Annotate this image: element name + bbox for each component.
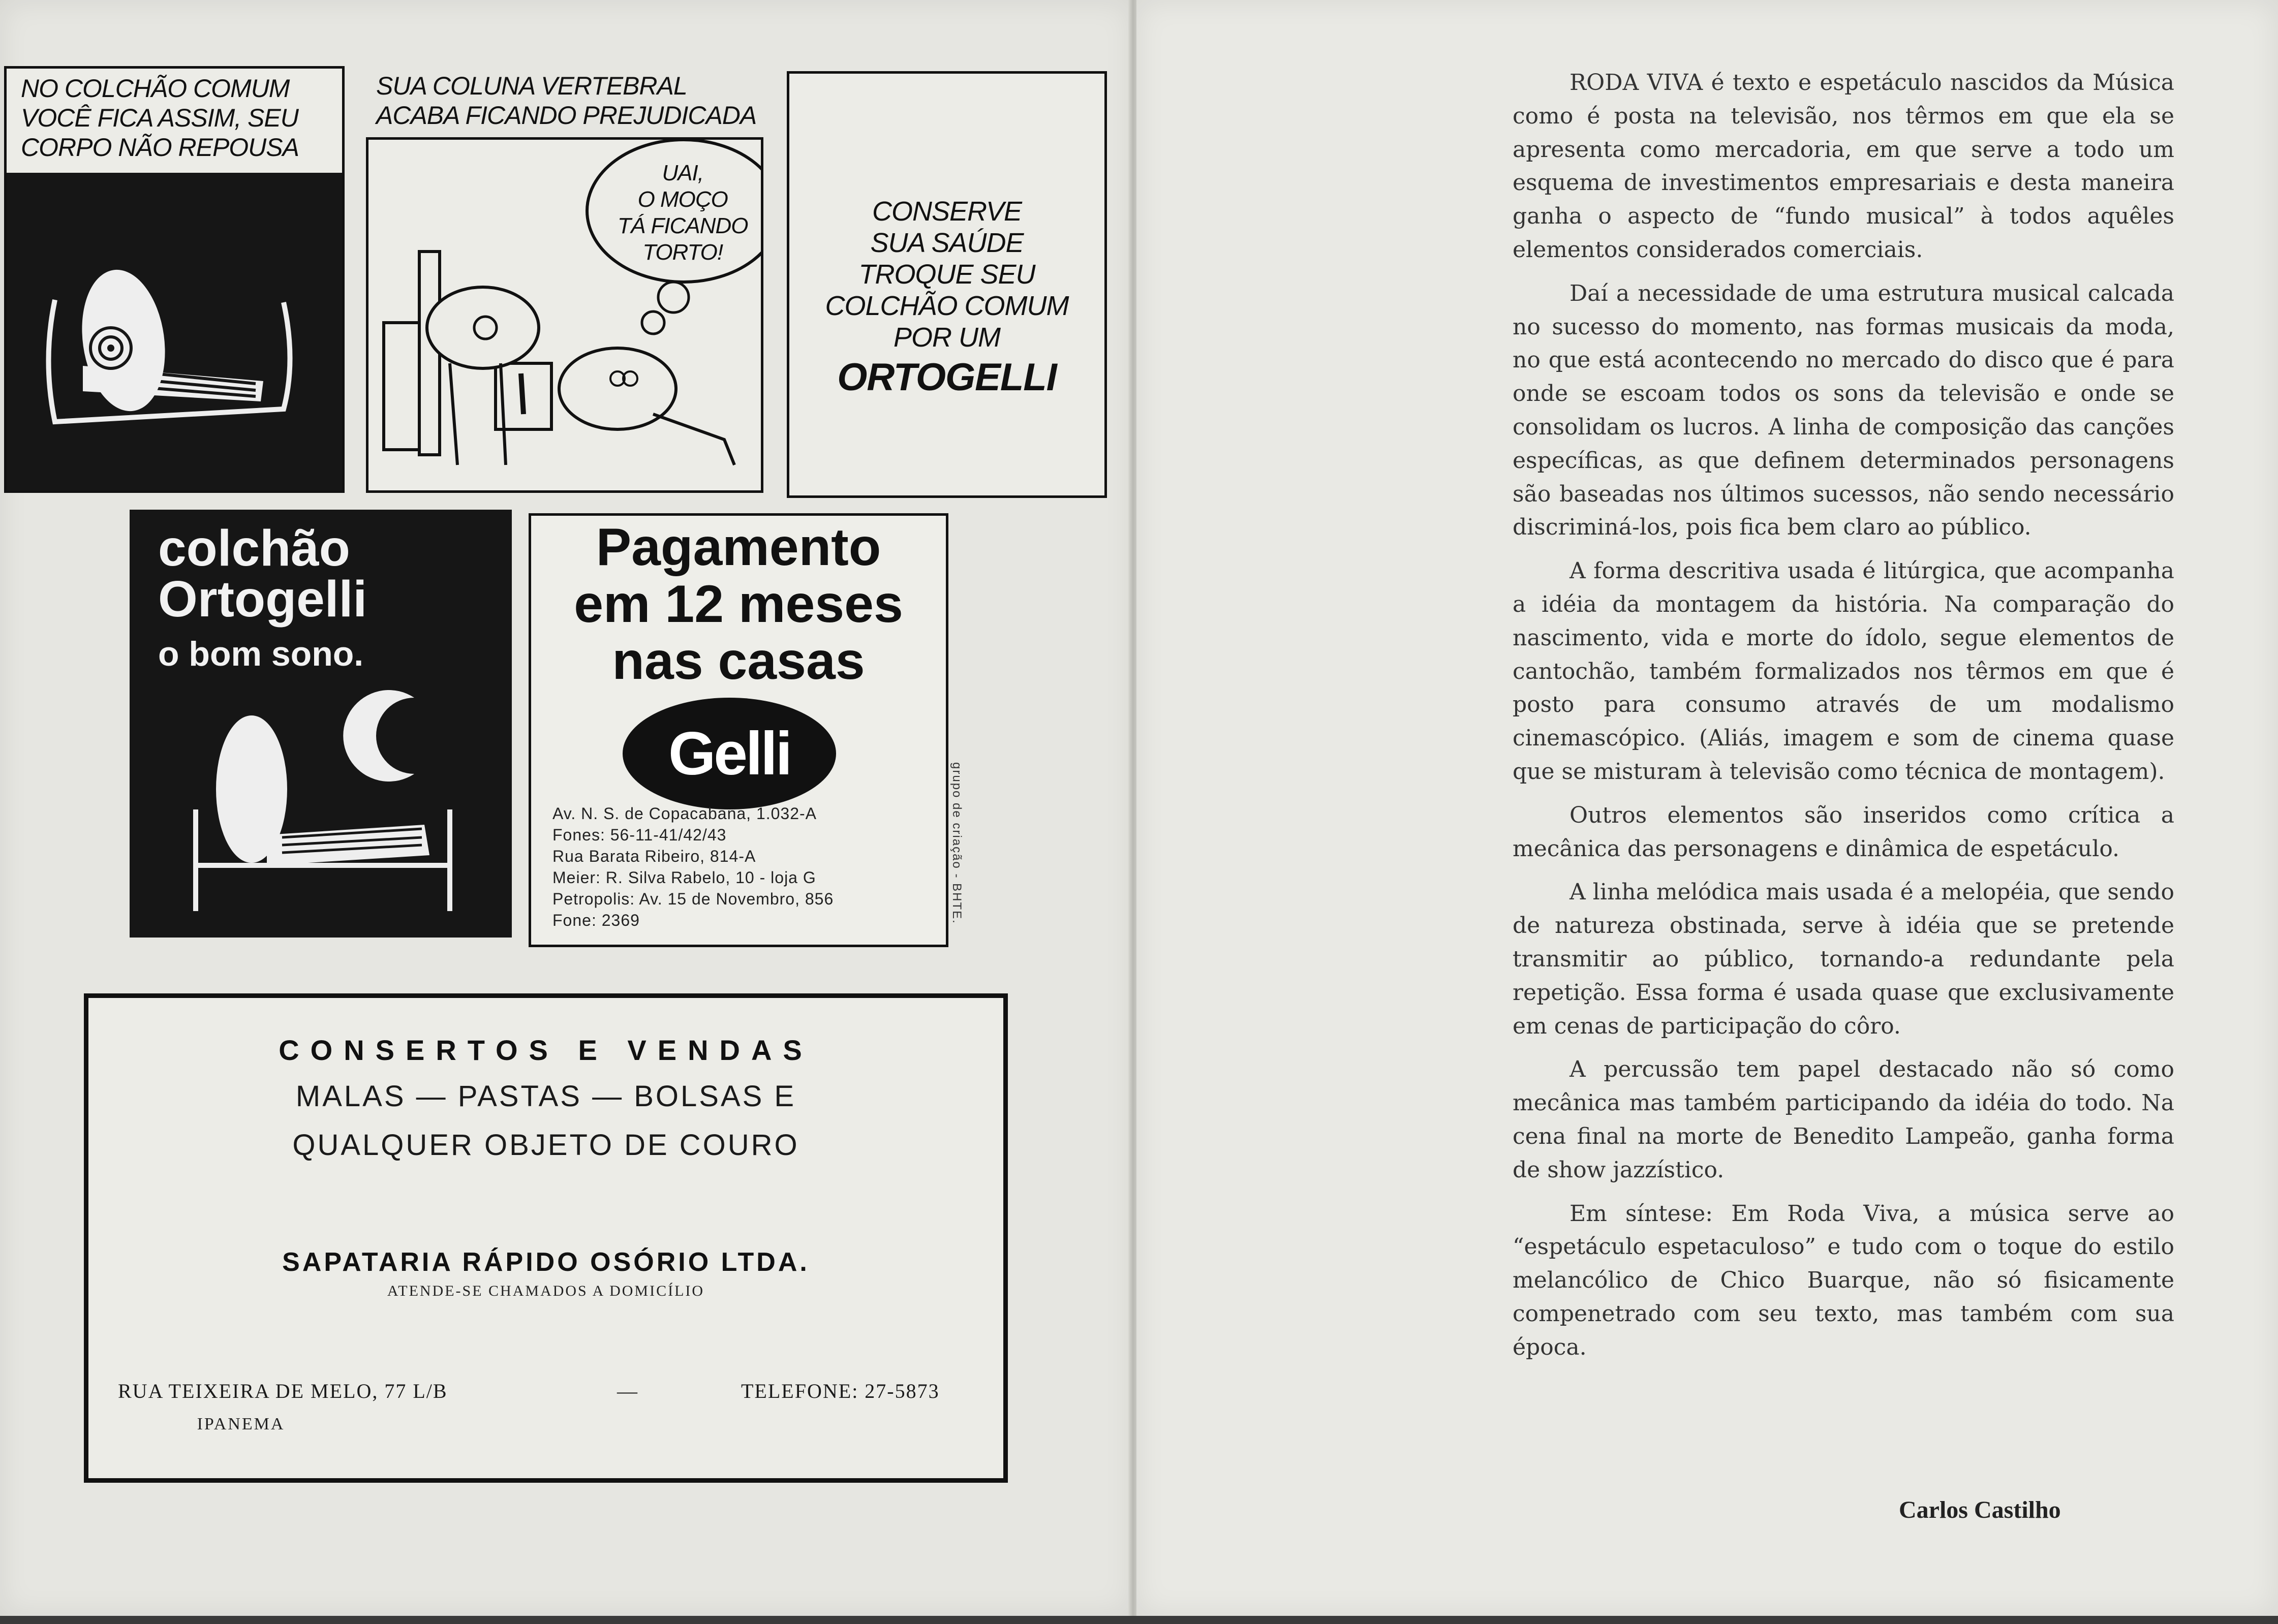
shoe-shop-dash: — bbox=[617, 1380, 638, 1402]
gelli-addresses bbox=[552, 803, 834, 931]
panel-3-brand: ORTOGELLI bbox=[837, 356, 1057, 399]
gelli-ad bbox=[529, 513, 948, 947]
ortogelli-ad bbox=[130, 510, 512, 938]
gelli-logo: Gelli bbox=[623, 698, 836, 809]
shoe-shop-name: SAPATARIA RÁPIDO OSÓRIO LTDA. bbox=[282, 1247, 810, 1277]
panel-2-frame bbox=[366, 137, 763, 493]
address-line: Meier: R. Silva Rabelo, 10 - loja G bbox=[552, 868, 816, 887]
panel-3-line: TROQUE SEU bbox=[858, 259, 1035, 290]
article-signature: Carlos Castilho bbox=[1899, 1496, 2061, 1523]
panel-3-line: CONSERVE bbox=[872, 196, 1022, 227]
address-line: Rua Barata Ribeiro, 814-A bbox=[552, 847, 756, 865]
article-body bbox=[1513, 66, 2174, 1374]
address-line: Fones: 56-11-41/42/43 bbox=[552, 826, 727, 844]
sleeping-figure-illustration bbox=[7, 173, 342, 490]
article-paragraph: RODA VIVA é texto e espetáculo nascidos da Música como é posta na televisão, nos têrmos em que ela se apresenta como mercadoria, em que serve a todo um esquema de investimentos empresariais e desta maneira ganha o aspecto de “fundo musical” à todos aquêles elementos considerados comerciais. bbox=[1513, 70, 2174, 263]
address-line: Av. N. S. de Copacabana, 1.032-A bbox=[552, 804, 817, 823]
ortogelli-tagline: o bom sono. bbox=[158, 635, 364, 673]
panel-3-line: POR UM bbox=[894, 322, 1000, 353]
article-paragraph: A linha melódica mais usada é a melopéia, que sendo de natureza obstinada, serve à idéia que se pretende transmitir ao público, tornando-a redundante pela repetição. Essa forma é usada quase que exclusivamente em cenas de participação do côro. bbox=[1513, 879, 2174, 1039]
comic-panel-2 bbox=[362, 66, 763, 493]
bubble-line: TORTO! bbox=[642, 240, 723, 265]
speech-bubble bbox=[618, 160, 748, 266]
shoe-ad-line-1: MALAS — PASTAS — BOLSAS E bbox=[295, 1080, 796, 1113]
bubble-line: TÁ FICANDO bbox=[618, 213, 748, 238]
panel-3-line: SUA SAÚDE bbox=[870, 228, 1024, 258]
address-line: Fone: 2369 bbox=[552, 911, 640, 929]
shoe-ad-heading: CONSERTOS E VENDAS bbox=[279, 1034, 813, 1066]
gelli-headline-3: nas casas bbox=[612, 632, 865, 691]
article-paragraph: A percussão tem papel destacado não só como mecânica mas também participando da idéia do todo. Na cena final na morte de Benedito Lampeão, ganha forma de show jazzístico. bbox=[1513, 1056, 2174, 1183]
sapataria-ad bbox=[84, 993, 1008, 1483]
ortogelli-line: Ortogelli bbox=[158, 571, 367, 628]
panel-3-line: COLCHÃO COMUM bbox=[825, 291, 1069, 321]
panel-3-text bbox=[789, 196, 1104, 402]
caption-line: CORPO NÃO REPOUSA bbox=[21, 133, 299, 162]
caption-line: ACABA FICANDO PREJUDICADA bbox=[376, 101, 757, 130]
bubble-line: UAI, bbox=[662, 161, 704, 185]
panel-1-caption bbox=[21, 74, 299, 162]
gelli-headline-2: em 12 meses bbox=[574, 575, 903, 634]
comic-panel-3 bbox=[787, 71, 1107, 498]
ortogelli-line: colchão bbox=[158, 520, 350, 577]
ad-agency-credit: grupo de criação - BHTE. bbox=[950, 762, 964, 924]
article-paragraph: Daí a necessidade de uma estrutura musical calcada no sucesso do momento, nas formas musicais da moda, no que está acontecendo no mercado do disco que é para onde se escoam todos os sons da televisão e onde se consolidam os lucros. A linha de composição das canções específicas, as que definem determinados personagens são baseadas nos últimos sucessos, não sendo necessário discriminá-los, pois fica bem claro ao público. bbox=[1513, 280, 2174, 541]
caption-line: VOCÊ FICA ASSIM, SEU bbox=[21, 104, 298, 132]
shoe-ad-line-2: QUALQUER OBJETO DE COURO bbox=[292, 1129, 799, 1162]
shoe-shop-subtitle: ATENDE-SE CHAMADOS A DOMICÍLIO bbox=[387, 1283, 705, 1299]
gelli-headline-1: Pagamento bbox=[596, 518, 881, 577]
article-paragraph: A forma descritiva usada é litúrgica, que acompanha a idéia da montagem da história. Na comparação do nascimento, vida e morte do ídolo, segue elementos de cantochão, também formalizados nos têrmos em que é posto para consumo através de um modalismo cinemascópico. (Aliás, imagem e som de cinema quase que se misturam à televisão como técnica de montagem). bbox=[1513, 558, 2174, 785]
article-paragraph: Outros elementos são inseridos como crítica a mecânica das personagens e dinâmica de espetáculo. bbox=[1513, 802, 2174, 862]
panel-1-scene bbox=[7, 173, 342, 490]
sleeping-figure-moon-illustration bbox=[130, 510, 512, 938]
caption-line: NO COLCHÃO COMUM bbox=[21, 74, 290, 103]
address-line: Petropolis: Av. 15 de Novembro, 856 bbox=[552, 890, 834, 908]
bubble-line: O MOÇO bbox=[637, 187, 728, 212]
shoe-shop-address: RUA TEIXEIRA DE MELO, 77 L/B bbox=[118, 1380, 448, 1402]
shoe-shop-district: IPANEMA bbox=[197, 1415, 285, 1433]
caption-line: SUA COLUNA VERTEBRAL bbox=[376, 72, 687, 100]
left-page bbox=[0, 0, 1132, 1616]
comic-panel-1 bbox=[4, 66, 345, 493]
article-paragraph: Em síntese: Em Roda Viva, a música serve ao “espetáculo espetaculoso” e tudo com o toque do estilo melancólico de Chico Buarque, não só fisicamente compenetrado com seu texto, mas também com sua época. bbox=[1513, 1200, 2174, 1360]
panel-2-caption bbox=[376, 71, 756, 130]
shoe-shop-phone: TELEFONE: 27-5873 bbox=[741, 1380, 940, 1402]
